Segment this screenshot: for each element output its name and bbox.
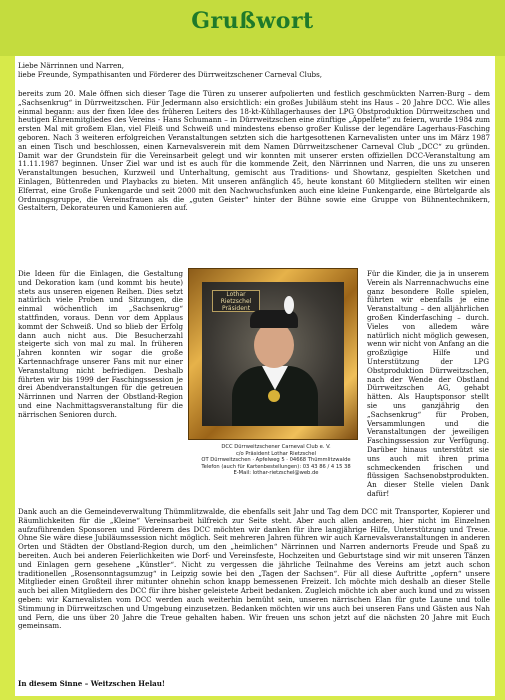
page-title: Grußwort [191, 8, 314, 34]
contact-caption [190, 444, 362, 477]
portrait-feather [284, 296, 294, 314]
salutation-line-1: Liebe Närrinnen und Narren, [18, 61, 124, 70]
name-plate-line-1: Lothar [226, 291, 246, 298]
left-column-text: Die Ideen für die Einlagen, die Gestaltung und Dekoration kam (und kommt bis heute) stets aus unseren eigenen Reihen. Dies setzt natürlich viele Proben und Sitzungen, die einmal wöchentlich im „Sachsenkrug“ stattfinden, voraus. Denn vor dem Applaus kommt der Schweiß. Und so blieb der Erfolg dann auch nicht aus. Die Besucherzahl steigerte sich von mal zu mal. In früheren Jahren konnten wir sogar die große Kartennachfrage unserer Fans mit nur einer Veranstaltung nicht befriedigen. Deshalb führten wir bis 1999 der Faschingssession je drei Abendveranstaltungen für die getreuen Närrinnen und Narren der Obstland-Region und eine Nachmittagsveranstaltung für die närrischen Senioren durch. [18, 269, 183, 419]
caption-line-5: E-Mail: lothar-rietzschel@web.de [233, 470, 319, 477]
name-plate-line-2: Rietzschel [220, 298, 252, 305]
portrait-photo [202, 282, 344, 426]
caption-line-1: DCC Dürrweitzschener Carneval Club e. V. [221, 444, 331, 450]
salutation [18, 62, 486, 80]
portrait-face [254, 322, 294, 368]
caption-line-4: Telefon (auch für Kartenbestellungen): 03 43 86 / 4 15 38 [201, 463, 351, 470]
name-plate-line-3: Präsident [221, 305, 251, 312]
caption-line-2: c/o Präsident Lothar Rietzschel [235, 450, 317, 457]
intro-paragraph: bereits zum 20. Male öffnen sich dieser Tage die Türen zu unserer aufpolierten und festlich geschmückten Narren-Burg – dem „Sachsenkrug“ in Dürrweitzschen. Für Jedermann also ersichtlich: ein großes Jubiläum steht ins Haus – 20 Jahre DCC. Wie alles einmal begann: aus der fixen Idee des früheren Leiters des 18-kt-Kühllagerhauses der LPG Obstproduktion Dürrweitzschen und heutigen Ehrenmitgliedes des Vereins - Hans Schumann – in Dürrweitzschen eine zünftige „Äppelfete“ zu feiern, wurde 1984 zum ersten Mal mit großem Elan, viel Fleiß und Schweiß und mindestens ebenso großer Kulisse der legendäre Lagerhaus-Fasching geboren. Nach 3 weiteren erfolgreichen Veranstaltungen setzten sich die hartgesottenen Karnevalisten unter uns im März 1987 an einen Tisch und beschlossen, einen Karnevalsverein mit dem Namen Dürrweitzschener Carneval Club „DCC“ zu gründen. Damit war der Grundstein für die Vereinsarbeit gelegt und wir konnten mit unserer ersten offiziellen DCC-Veranstaltung am 11.11.1987 beginnen. Unser Ziel war und ist es auch für die kommende Zeit, den Närrinnen und Narren, die uns zu unseren Veranstaltungen besuchen, Kurzweil und Unterhaltung, gemischt aus Traditions- und Showtanz, gespielten Sketchen und Einlagen, Büttenreden und Playbacks zu bieten. Mit unseren anfänglich 45, heute konstant 60 Mitgliedern stellten wir einen Elferrat, eine Große Funkengarde und seit 2000 mit den Nachwuchsfunken auch eine kleine Funkengarde, eine Bürtelgarde als Ordnungsgruppe, die Vereinsfrauen als die „guten Geister“ hinter der Bühne sowie eine Gruppe von Bühnentechnikern, Gestaltern, Dekorateuren und Kamonieren auf. [18, 89, 490, 213]
right-column-text: Für die Kinder, die ja in unserem Verein als Narrennachwuchs eine ganz besondere Rolle spielen, führten wir ebenfalls je eine Veranstaltung – den alljährlichen großen Kinderfasching – durch. Vieles von alledem wäre natürlich nicht möglich gewesen, wenn wir nicht von Anfang an die großzügige Hilfe und Unterstützung der LPG Obstproduktion Dürrweitzschen, nach der Wende der Obstland Dürrweitzschen AG, gehabt hätten. Als Hauptsponsor stellt sie uns ganzjährig den „Sachsenkrug“ für Proben, Versammlungen und die Veranstaltungen der jeweiligen Faschingssession zur Verfügung. Darüber hinaus unterstützt sie uns auch mit ihren prima schmeckenden frischen und flüssigen Sachsenobstprodukten. An dieser Stelle vielen Dank dafür! [367, 269, 489, 498]
closing-line: In diesem Sinne – Weitzschen Helau! [18, 679, 166, 688]
closing-paragraph: Dank auch an die Gemeindeverwaltung Thümmlitzwalde, die ebenfalls seit Jahr und Tag dem DCC mit Transporter, Kopierer und Räumlichkeiten für die „Kleine“ Vereinsarbeit hilfreich zur Seite steht. Aber auch allen anderen, hier nicht im Einzelnen aufzuführenden Sponsoren und Förderern des DCC möchten wir danken für ihre langjährige Hilfe, Unterstützung und Treue. Ohne Sie wäre diese Jubiläumssession nicht möglich. Seit mehreren Jahren führen wir auch Karnevalsveranstaltungen in anderen Orten und Städten der Obstland-Region durch, um den „heimlichen“ Närrinnen und Narren andernorts Freude und Spaß zu bereiten. Auch bei anderen Feierlichkeiten wie Dorf- und Vereinsfeste, Hochzeiten und Geburtstage sind wir mit unseren Tänzen und Einlagen gern gesehene „Künstler“. Nicht zu vergessen die jährliche Teilnahme des Vereins am jetzt auch schon traditionellen „Rosensonntagsumzug“ in Leipzig sowie bei den „Tagen der Sachsen“. Für all diese Auftritte „opfern“ unsere Mitglieder einen Großteil ihrer mitunter ohnehin schon knapp bemessenen Freizeit. Ich möchte mich deshalb an dieser Stelle auch bei allen Mitgliedern des DCC für ihre bisher geleistete Arbeit bedanken. Zugleich möchte ich aber auch kund und zu wissen geben: wir Karnevalisten vom DCC werden auch weiterhin bemüht sein, unseren närrischen Elan für gute Laune und tolle Stimmung in Dürrweitzschen und Umgebung einzusetzen. Bedanken möchten wir uns auch bei unseren Fans und Gästen aus Nah und Fern, die uns über 20 Jahre die Treue gehalten haben. Wir freuen uns schon jetzt auf die nächsten 20 Jahre mit Euch gemeinsam. [18, 507, 490, 631]
salutation-line-2: liebe Freunde, Sympathisanten und Förderer des Dürrweitzschener Carneval Clubs, [18, 69, 322, 79]
caption-line-3: OT Dürrweitzschen · Apfelweg 5 · 04668 Thümmlitzwalde [201, 457, 351, 464]
portrait-medal [268, 390, 280, 402]
name-plate [212, 290, 260, 312]
portrait-frame [188, 268, 358, 440]
